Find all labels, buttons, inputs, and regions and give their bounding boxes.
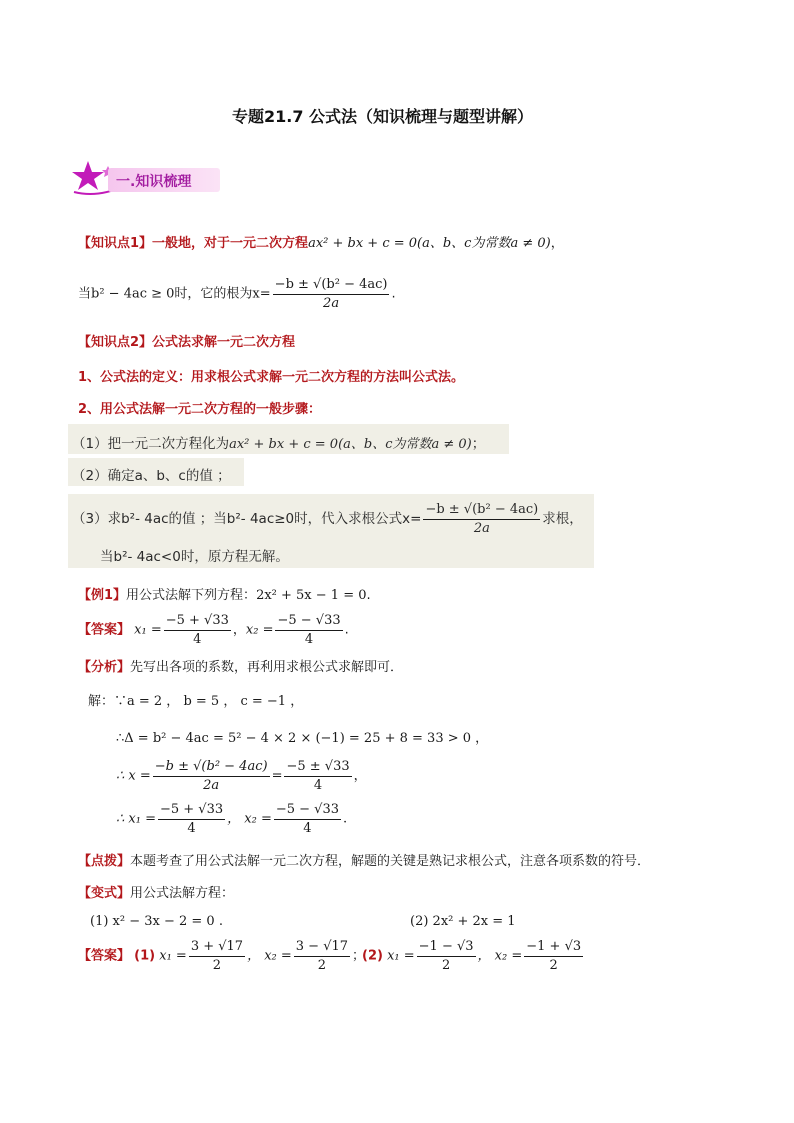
knowledge-point-1: [78, 232, 564, 251]
answer-x2: x₂ =: [245, 622, 274, 638]
variant-answer: [78, 940, 365, 972]
kp1-prefix: 当: [78, 286, 92, 302]
step-3-fraction: [423, 503, 540, 535]
solution-x2-num: −5 − √33: [274, 803, 341, 820]
solution-line-3: [116, 760, 367, 792]
solution-x1-label: ∴ x₁ =: [116, 811, 156, 827]
kp2-item-2: [78, 398, 321, 417]
variant-answer-p2-den2: 2: [549, 957, 558, 973]
variant-answer-p1-num2: 3 − √17: [294, 940, 350, 957]
kp2-item1-text: 公式法的定义：用求根公式求解一元二次方程的方法叫公式法。: [100, 370, 465, 385]
solution-equals: =: [271, 768, 283, 784]
variant-answer-p2-fraction-1: [417, 940, 476, 972]
kp1-text: 一般地，对于一元二次方程: [152, 236, 309, 251]
answer: [78, 614, 349, 646]
step-1-equation: ax² + bx + c = 0(a、b、c为常数a ≠ 0): [229, 437, 472, 452]
answer-x1-fraction: [164, 614, 231, 646]
example-end: .: [366, 588, 371, 603]
solution-den-1: 2a: [203, 777, 220, 793]
knowledge-point-1-roots: [78, 278, 396, 310]
kp1-condition: b² − 4ac ≥ 0时，它的根为x=: [91, 286, 271, 302]
answer-label: 【答案】: [78, 622, 131, 638]
solution-x2-fraction: [274, 803, 341, 835]
section-header: 一.知识梳理: [116, 174, 192, 190]
solution-line-2: ∴Δ = b² − 4ac = 5² − 4 × 2 × (−1) = 25 + 8 = 33 > 0 ，: [116, 731, 489, 746]
step-3: [72, 503, 583, 535]
variant-answer-2: [362, 940, 585, 972]
solution-line-4: [116, 803, 347, 835]
variant-answer-p2-fraction-2: [524, 940, 583, 972]
answer-x1: x₁ =: [134, 622, 162, 638]
solution-line3-end: ，: [353, 768, 367, 784]
solution-x1-num: −5 + √33: [158, 803, 225, 820]
tip: [78, 850, 650, 869]
solution-x2-label: ， x₂ =: [227, 811, 272, 827]
analysis-label: 【分析】: [78, 660, 131, 675]
kp2-item1-num: 1、: [78, 370, 101, 385]
answer-x2-denominator: 4: [304, 631, 314, 647]
variant-answer-p2-x2: ， x₂ =: [477, 948, 523, 964]
solution-fraction-1: [153, 760, 270, 792]
kp1-label: 【知识点1】: [78, 236, 153, 251]
variant: [78, 882, 234, 901]
solution-x1-fraction: [158, 803, 225, 835]
step-1: [72, 432, 485, 452]
solution-den-2: 4: [313, 777, 323, 793]
solution-line4-end: .: [343, 811, 348, 827]
solution-num-1: −b ± √(b² − 4ac): [153, 760, 270, 777]
variant-answer-p1-fraction-2: [294, 940, 350, 972]
tip-label: 【点拨】: [78, 854, 131, 869]
example-label: 【例1】: [78, 588, 127, 603]
variant-answer-p2-den1: 2: [441, 957, 451, 973]
kp2-title: 公式法求解一元二次方程: [152, 335, 296, 350]
kp2-item2-num: 2、: [78, 402, 101, 417]
answer-x2-fraction: [275, 614, 342, 646]
analysis: [78, 656, 403, 675]
answer-sep: ，: [232, 622, 246, 638]
analysis-text: 先写出各项的系数，再利用求根公式求解即可．: [130, 660, 404, 675]
example-equation: 2x² + 5x − 1 = 0: [256, 588, 367, 603]
variant-answer-p2-label: (2): [362, 948, 383, 964]
variant-problem-2: (2) 2x² + 2x = 1: [410, 914, 516, 929]
step-3-line-2: 当b²- 4ac<0时，原方程无解。: [100, 549, 289, 565]
solution-num-2: −5 ± √33: [284, 760, 351, 777]
variant-answer-p2-x1: x₁ =: [387, 948, 415, 964]
variant-problem-1: (1) x² − 3x − 2 = 0 .: [90, 914, 223, 929]
variant-answer-p1-den1: 2: [212, 957, 222, 973]
variant-answer-p1-end: ；: [352, 948, 366, 964]
solution-fraction-2: [284, 760, 351, 792]
answer-x2-numerator: −5 − √33: [275, 614, 342, 631]
step-3-prefix: （3）求b²- 4ac的值 ；当b²- 4ac≥0时，代入求根公式x=: [72, 511, 422, 528]
answer-x1-numerator: −5 + √33: [164, 614, 231, 631]
page-title: 专题21.7 公式法（知识梳理与题型讲解）: [232, 107, 534, 126]
solution-x-label: ∴ x =: [116, 768, 151, 784]
step-3-numerator: −b ± √(b² − 4ac): [423, 503, 540, 520]
root-formula-denominator: 2a: [323, 295, 340, 311]
step-1-prefix: （1）把一元二次方程化为: [72, 436, 230, 452]
root-formula-numerator: −b ± √(b² − 4ac): [273, 278, 390, 295]
answer-x1-denominator: 4: [193, 631, 202, 647]
solution-x2-den: 4: [303, 820, 312, 836]
variant-answer-p1-x1: x₁ =: [159, 948, 187, 964]
variant-answer-p1-num1: 3 + √17: [189, 940, 245, 957]
step-2: （2）确定a、b、c的值 ；: [72, 468, 231, 484]
kp2-item-1: [78, 366, 464, 385]
variant-answer-p1-x2: ， x₂ =: [247, 948, 292, 964]
kp2-label: 【知识点2】: [78, 335, 153, 350]
knowledge-point-2: [78, 331, 295, 350]
step-1-end: ；: [471, 436, 486, 452]
answer-end: .: [344, 622, 349, 638]
variant-answer-p1-label: (1): [134, 948, 156, 964]
example-text: 用公式法解下列方程：: [126, 588, 257, 603]
variant-text: 用公式法解方程：: [130, 886, 235, 901]
variant-answer-p1-den2: 2: [317, 957, 327, 973]
tip-text: 本题考查了用公式法解一元二次方程，解题的关键是熟记求根公式，注意各项系数的符号．: [130, 854, 651, 869]
kp1-end: .: [391, 286, 396, 302]
variant-answer-p2-num1: −1 − √3: [417, 940, 476, 957]
solution-x1-den: 4: [187, 820, 196, 836]
variant-answer-label: 【答案】: [78, 948, 131, 964]
kp1-equation: ax² + bx + c = 0(a、b、c为常数a ≠ 0): [308, 236, 551, 251]
variant-answer-p2-num2: −1 + √3: [524, 940, 583, 957]
step-3-denominator: 2a: [473, 520, 490, 536]
kp2-item2-text: 用公式法解一元二次方程的一般步骤：: [100, 402, 322, 417]
example-1: [78, 584, 371, 603]
variant-answer-p1-fraction-1: [189, 940, 245, 972]
step-3-end: 求根，: [542, 511, 583, 528]
kp1-tail: ，: [550, 236, 564, 251]
solution-line-1: 解：∵a = 2 ， b = 5 ， c = −1 ，: [88, 694, 304, 709]
variant-label: 【变式】: [78, 886, 131, 901]
root-formula-fraction: [273, 278, 390, 310]
